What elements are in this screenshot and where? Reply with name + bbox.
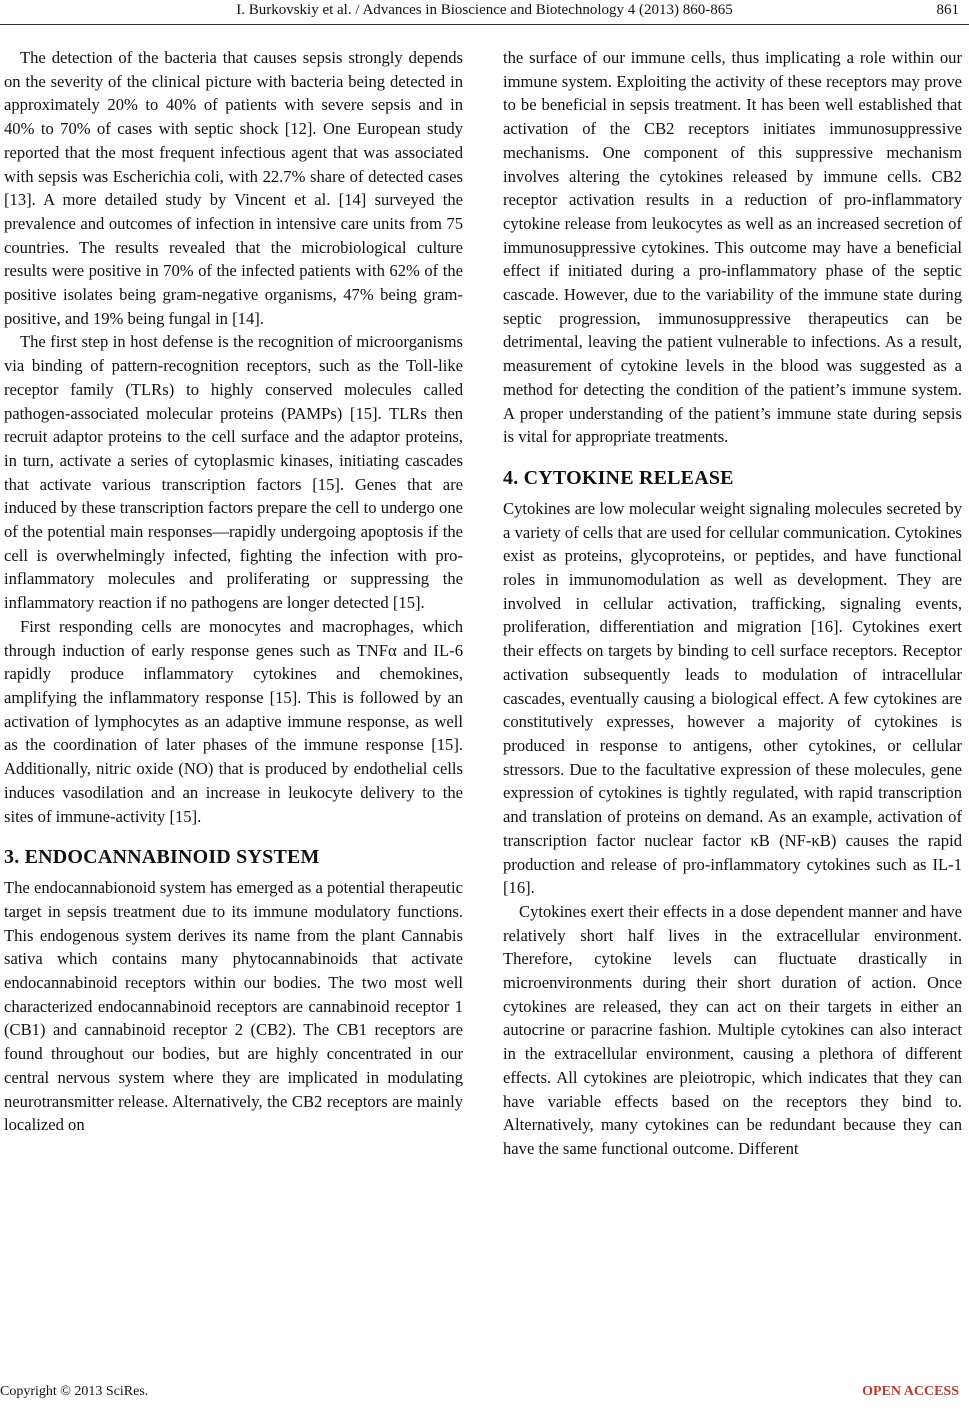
paragraph-first-responders: First responding cells are monocytes and macrophages, which through induction of early response genes such as TNFα and IL-6 rapidly produce inflammatory cytokines and chemokines, amplifying the inflammatory response [15]. This is followed by an activation of lymphocytes as an adaptive immune response, as well as the coordination of later phases of the immune response [15]. Additionally, nitric oxide (NO) that is produced by endothelial cells induces vasodilation and an increase in leukocyte delivery to the sites of immune-activity [15].	[4, 616, 463, 826]
paragraph-host-defense: The first step in host defense is the recognition of microorganisms via binding of pattern-recognition receptors, such as the Toll-like receptor family (TLRs) to highly conserved molecules called pathogen-associated molecular proteins (PAMPs) [15]. TLRs then recruit adaptor proteins to the cell surface and the adaptor proteins, in turn, activate a series of cytoplasmic kinases, initiating cascades that activate various transcription factors [15]. Genes that are induced by these transcription factors prepare the cell to undergo one of the potential main responses—rapidly undergoing apoptosis if the cell is overwhelmingly infected, fighting the infection with pro-inflammatory molecules and proliferating or suppressing the inflammatory reaction if no pathogens are longer detected [15].	[4, 332, 463, 613]
open-access-label: OPEN ACCESS	[862, 1384, 959, 1399]
section-heading-cytokine: 4. CYTOKINE RELEASE	[503, 466, 734, 489]
left-column	[4, 46, 463, 1137]
paragraph-cb2-receptors: the surface of our immune cells, thus implicating a role within our immune system. Exploiting the activity of these receptors may prove to be beneficial in sepsis treatment. It has been well established that activation of the CB2 receptors initiates immunosuppressive mechanisms. One component of this suppressive mechanism involves altering the cytokines released by immune cells. CB2 receptor activation results in a reduction of pro-inflammatory cytokine release from leukocytes as well as an increased secretion of immunosuppressive cytokines. This outcome may have a beneficial effect if initiated during a pro-inflammatory phase of the septic cascade. However, due to the variability of the immune state during septic progression, immunosuppressive therapeutics can be detrimental, leaving the patient vulnerable to infections. As a result, measurement of cytokine levels in the blood was suggested as a method for detecting the condition of the patient’s immune system. A proper understanding of the patient’s immune state during sepsis is vital for appropriate treatments.	[503, 48, 962, 447]
copyright-notice: Copyright © 2013 SciRes.	[0, 1384, 149, 1399]
page-header	[0, 0, 969, 36]
paragraph-endocannabinoid: The endocannabionoid system has emerged as a potential therapeutic target in sepsis treatment due to its immune modulatory functions. This endogenous system derives its name from the plant Cannabis sativa which contains many phytocannabinoids that activate endocannabinoid receptors within our bodies. The two most well characterized endocannabinoid receptors are cannabinoid receptor 1 (CB1) and cannabinoid receptor 2 (CB2). The CB1 receptors are found throughout our bodies, but are highly concentrated in our central nervous system where they are implicated in modulating neurotransmitter release. Alternatively, the CB2 receptors are mainly localized on	[4, 878, 463, 1135]
running-head: I. Burkovskiy et al. / Advances in Bioscience and Biotechnology 4 (2013) 860-865	[236, 2, 733, 18]
paragraph-cytokine-dose: Cytokines exert their effects in a dose dependent manner and have relatively short half lives in the extracellular environment. Therefore, cytokine levels can fluctuate drastically in microenvironments during their short duration of action. Once cytokines are released, they can act on their targets in either an autocrine or paracrine fashion. Multiple cytokines can also interact in the extracellular environment, causing a plethora of different effects. All cytokines are pleiotropic, which indicates that they can have variable effects based on the receptors they bind to. Alternatively, many cytokines can be redundant because they can have the same functional outcome. Different	[503, 901, 962, 1158]
right-column	[503, 46, 962, 1161]
paragraph-bacteria-detection: The detection of the bacteria that causes sepsis strongly depends on the severity of the clinical picture with bacteria being detected in approximately 20% to 40% of patients with severe sepsis and in 40% to 70% of cases with septic shock [12]. One European study reported that the most frequent infectious agent that was associated with sepsis was Escherichia coli, with 22.7% share of detected cases [13]. A more detailed study by Vincent et al. [14] surveyed the prevalence and outcomes of infection in intensive care units from 75 countries. The results revealed that the microbiological culture results were positive in 70% of the infected patients with 62% of the positive isolates being gram-negative organisms, 47% being gram-positive, and 19% being fungal in [14].	[4, 48, 463, 328]
section-heading-endocannabinoid: 3. ENDOCANNABINOID SYSTEM	[4, 846, 320, 869]
paragraph-cytokine-definition: Cytokines are low molecular weight signaling molecules secreted by a variety of cells that are used for cellular communication. Cytokines exist as proteins, glycoproteins, or peptides, and have functional roles in immunomodulation as well as development. They are involved in cellular activation, trafficking, signaling events, proliferation, differentiation and migration [16]. Cytokines exert their effects on targets by binding to cell surface receptors. Receptor activation subsequently leads to modulation of intracellular cascades, eventually causing a biological effect. A few cytokines are constitutively expresses, however a majority of cytokines is produced in response to antigens, other cytokines, or cellular stressors. Due to the facultative expression of these molecules, gene expression of cytokines is tightly regulated, with rapid transcription and translation of proteins on demand. As an example, activation of transcription factor nuclear factor κB (NF-κB) causes the rapid production and release of pro-inflammatory cytokines such as IL-1 [16].	[503, 498, 962, 898]
page-footer	[0, 1384, 969, 1406]
page-number: 861	[936, 2, 959, 18]
header-rule	[0, 24, 969, 25]
